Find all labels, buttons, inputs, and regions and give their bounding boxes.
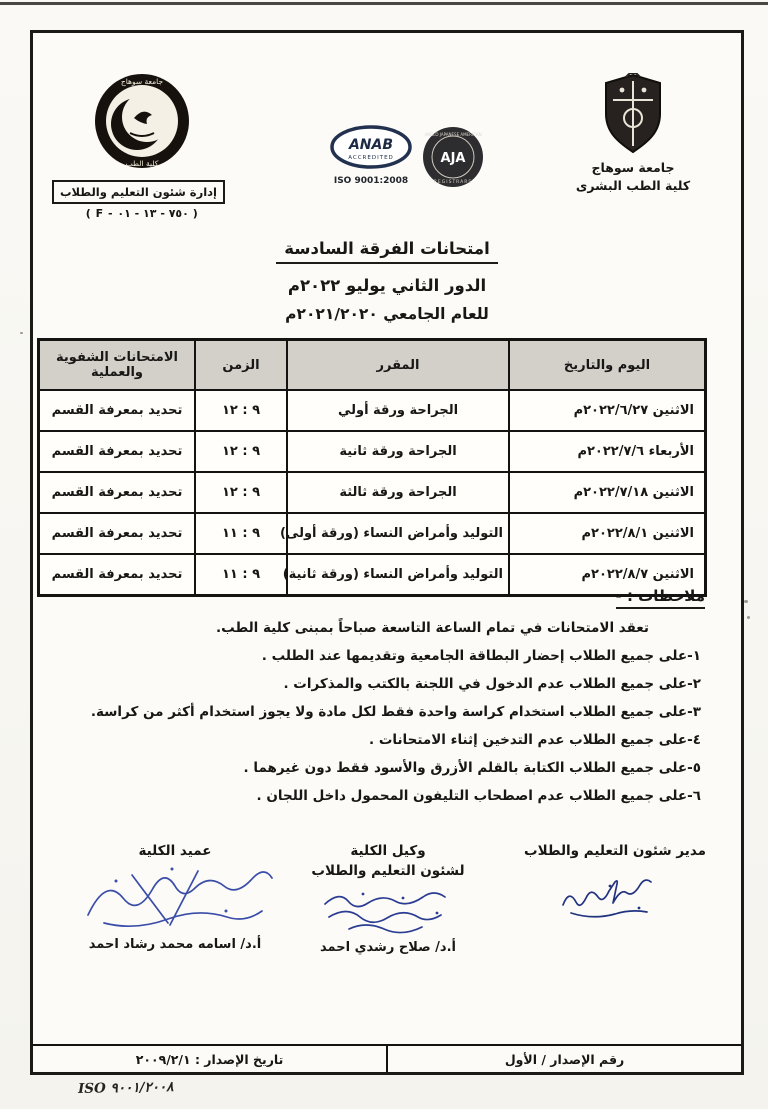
scan-speck — [747, 616, 750, 619]
document-title-block — [33, 239, 741, 323]
aja-ring-bottom-text: REGISTRARS — [433, 180, 473, 185]
seal-bottom-text: كلية الطب — [125, 159, 159, 168]
note-item: ٣-على جميع الطلاب استخدام كراسة واحدة فقط لكل مادة ولا يجوز استخدام أكثر من كراسة. — [90, 704, 701, 720]
aja-logo-icon — [421, 125, 485, 189]
time-cell: ٩ : ١١ — [195, 513, 287, 554]
table-row — [39, 431, 706, 472]
dean-name: أ.د/ اسامه محمد رشاد احمد — [88, 937, 262, 953]
time-cell: ٩ : ١٢ — [195, 390, 287, 431]
exam-schedule-table — [37, 338, 707, 597]
signature-block-dean — [67, 841, 283, 952]
oral-exam-cell: تحديد بمعرفة القسم — [39, 390, 196, 431]
anab-logo-icon — [329, 125, 413, 171]
document-border-frame — [30, 30, 744, 1075]
department-box: إدارة شئون التعليم والطلاب — [52, 180, 225, 204]
iso-9001-label: ISO 9001:2008 — [333, 176, 409, 186]
course-cell: الجراحة ورقة ثانية — [287, 431, 509, 472]
certification-logos — [329, 125, 519, 189]
university-seal-icon — [92, 71, 192, 171]
signature-block-vice-dean — [293, 841, 483, 955]
dean-signature — [74, 861, 276, 935]
oral-exam-cell: تحديد بمعرفة القسم — [39, 554, 196, 596]
note-item: ١-على جميع الطلاب إحضار البطاقة الجامعية وتقديمها عند الطلب . — [261, 648, 701, 664]
exam-title: امتحانات الفرقة السادسة — [276, 239, 498, 264]
form-code: ( F - ٧٥٠ - ١٣ - ٠١ ) — [85, 207, 199, 220]
oral-exam-cell: تحديد بمعرفة القسم — [39, 513, 196, 554]
table-row — [39, 472, 706, 513]
aja-ring-top-text: ANGLO JAPANESE AMERICAN — [424, 132, 482, 137]
director-title: مدير شئون التعليم والطلاب — [524, 843, 706, 859]
notes-section — [61, 586, 711, 804]
scan-speck — [20, 332, 23, 334]
seal-top-text: جامعة سوهاج — [120, 77, 164, 86]
time-cell: ٩ : ١٢ — [195, 431, 287, 472]
note-item: ٦-على جميع الطلاب عدم اصطحاب التليفون المحمول داخل اللجان . — [256, 788, 701, 804]
exam-date-cell: الاثنين ٢٠٢٢/٨/١م — [509, 513, 706, 554]
anab-accredited-text: ACCREDITED — [348, 155, 394, 161]
dean-title: عميد الكلية — [138, 843, 212, 859]
director-signature — [555, 877, 675, 923]
faculty-shield-icon — [600, 73, 666, 155]
header-oral-practical: الامتحانات الشفوية والعملية — [39, 340, 196, 391]
faculty-emblem-block — [559, 73, 707, 195]
time-cell: ٩ : ١٢ — [195, 472, 287, 513]
header-day-date: اليوم والتاريخ — [509, 340, 706, 391]
notes-intro: تعقد الامتحانات في تمام الساعة التاسعة صباحاً بمبنى كلية الطب. — [216, 620, 649, 636]
faculty-name: كلية الطب البشرى — [575, 178, 691, 194]
anab-logo-block — [329, 125, 413, 186]
issue-date-cell: تاريخ الإصدار : ٢٠٠٩/٢/١ — [135, 1051, 284, 1067]
notes-title: ملاحظات : - — [616, 587, 705, 609]
scan-artifact-top-edge — [0, 2, 768, 5]
vice-dean-title-line1: وكيل الكلية — [350, 843, 426, 859]
note-item: ٥-على جميع الطلاب الكتابة بالقلم الأزرق والأسود فقط دون غيرهما . — [243, 760, 701, 776]
vice-dean-signature — [313, 886, 463, 938]
scan-speck — [744, 600, 748, 603]
note-item: ٤-على جميع الطلاب عدم التدخين إثناء الامتحانات . — [369, 732, 701, 748]
vice-dean-name: أ.د/ صلاح رشدي احمد — [320, 939, 456, 955]
exam-date-cell: الاثنين ٢٠٢٢/٨/٧م — [509, 554, 706, 596]
academic-year-title: للعام الجامعي ٢٠٢١/٢٠٢٠م — [285, 305, 489, 323]
university-name: جامعة سوهاج — [591, 160, 675, 175]
course-cell: الجراحة ورقة ثالثة — [287, 472, 509, 513]
oral-exam-cell: تحديد بمعرفة القسم — [39, 431, 196, 472]
course-cell: الجراحة ورقة أولي — [287, 390, 509, 431]
course-cell: التوليد وأمراض النساء (ورقة أولى) — [287, 513, 509, 554]
table-row — [39, 513, 706, 554]
exam-date-cell: الاثنين ٢٠٢٢/٧/١٨م — [509, 472, 706, 513]
issue-number-cell: رقم الإصدار / الأول — [386, 1046, 741, 1072]
header-time: الزمن — [195, 340, 287, 391]
footer-issue-strip — [33, 1044, 741, 1072]
table-header — [39, 340, 706, 391]
table-row — [39, 390, 706, 431]
vice-dean-title-line2: لشئون التعليم والطلاب — [311, 863, 465, 880]
exam-session-title: الدور الثاني يوليو ٢٠٢٢م — [287, 276, 487, 295]
signature-block-student-affairs-director — [503, 841, 727, 923]
exam-date-cell: الاثنين ٢٠٢٢/٦/٢٧م — [509, 390, 706, 431]
course-cell: التوليد وأمراض النساء (ورقة ثانية) — [287, 554, 509, 596]
oral-exam-cell: تحديد بمعرفة القسم — [39, 472, 196, 513]
aja-text: AJA — [440, 151, 466, 166]
header-course: المقرر — [287, 340, 509, 391]
exam-date-cell: الأربعاء ٢٠٢٢/٧/٦م — [509, 431, 706, 472]
anab-text: ANAB — [348, 137, 394, 153]
time-cell: ٩ : ١١ — [195, 554, 287, 596]
table-header-row — [39, 340, 706, 391]
university-seal-block — [59, 71, 225, 220]
note-item: ٢-على جميع الطلاب عدم الدخول في اللجنة بالكتب والمذكرات . — [283, 676, 701, 692]
iso-handwritten-note: ISO ٩٠٠١/٢٠٠٨ — [77, 1079, 174, 1097]
